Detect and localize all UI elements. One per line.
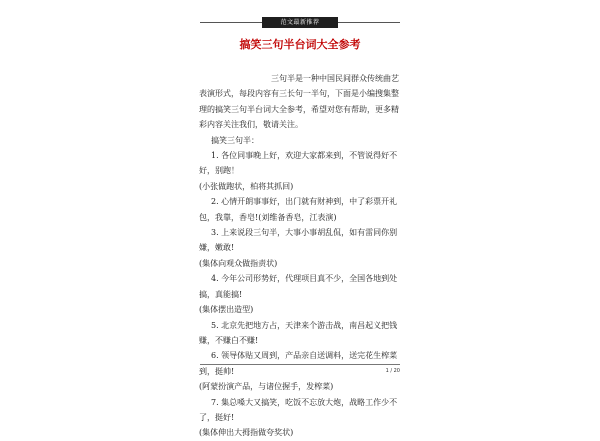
line-2: 2. 心情开朗事事好，出门就有财神到，中了彩票开礼包，我靠，香皂!(刘维备香皂，江表演) — [199, 197, 398, 222]
line-1: 1. 各位同事晚上好，欢迎大家都来到，不管说得好不好，别跑！ — [199, 151, 398, 176]
line-5: 5. 北京先把地方占，天津来个游击战，南昌起义把钱赚，不赚白不赚! — [199, 320, 398, 345]
line-6-note: (阿蒙扮演产品，与诸位握手，发榨菜) — [199, 382, 334, 392]
line-7-note: (集体伸出大拇指做夸奖状) — [199, 428, 294, 438]
line-1-note: (小张做跑状，柏将其抓回) — [199, 181, 294, 191]
line-4: 4. 今年公司形势好，代理项目真不少，全国各地到处搞，真能搞! — [199, 274, 398, 299]
document-body — [199, 71, 399, 441]
footer-rule — [200, 364, 400, 365]
header-rule-right — [338, 22, 400, 23]
intro-paragraph: 三句半是一种中国民间群众传统曲艺表演形式，每段内容有三长句一半句，下面是小编搜集整理的搞笑三句半台词大全参考，希望对您有帮助，更多精彩内容关注我们，敬请关注。 — [199, 74, 399, 130]
section-heading: 搞笑三句半： — [211, 135, 259, 145]
page-number: 1 / 20 — [385, 368, 400, 374]
line-3: 3. 上来说段三句半，大事小事胡乱侃，如有雷同你别嫌，嫩敢! — [199, 228, 398, 253]
line-6: 6. 领导体贴又周到，产品亲自送调料，送完花生榨菜到，挺帅! — [199, 351, 398, 376]
header-rule-left — [200, 22, 262, 23]
line-3-note: (集体向观众做指责状) — [199, 258, 278, 268]
line-4-note: (集体摆出造型) — [199, 305, 254, 315]
line-7: 7. 集总嗓大又搞笑，吃饭不忘放大炮，战略工作少不了，挺好! — [199, 397, 398, 422]
document-title: 搞笑三句半台词大全参考 — [239, 38, 361, 51]
header-badge: 范文最新推荐 — [262, 17, 338, 28]
